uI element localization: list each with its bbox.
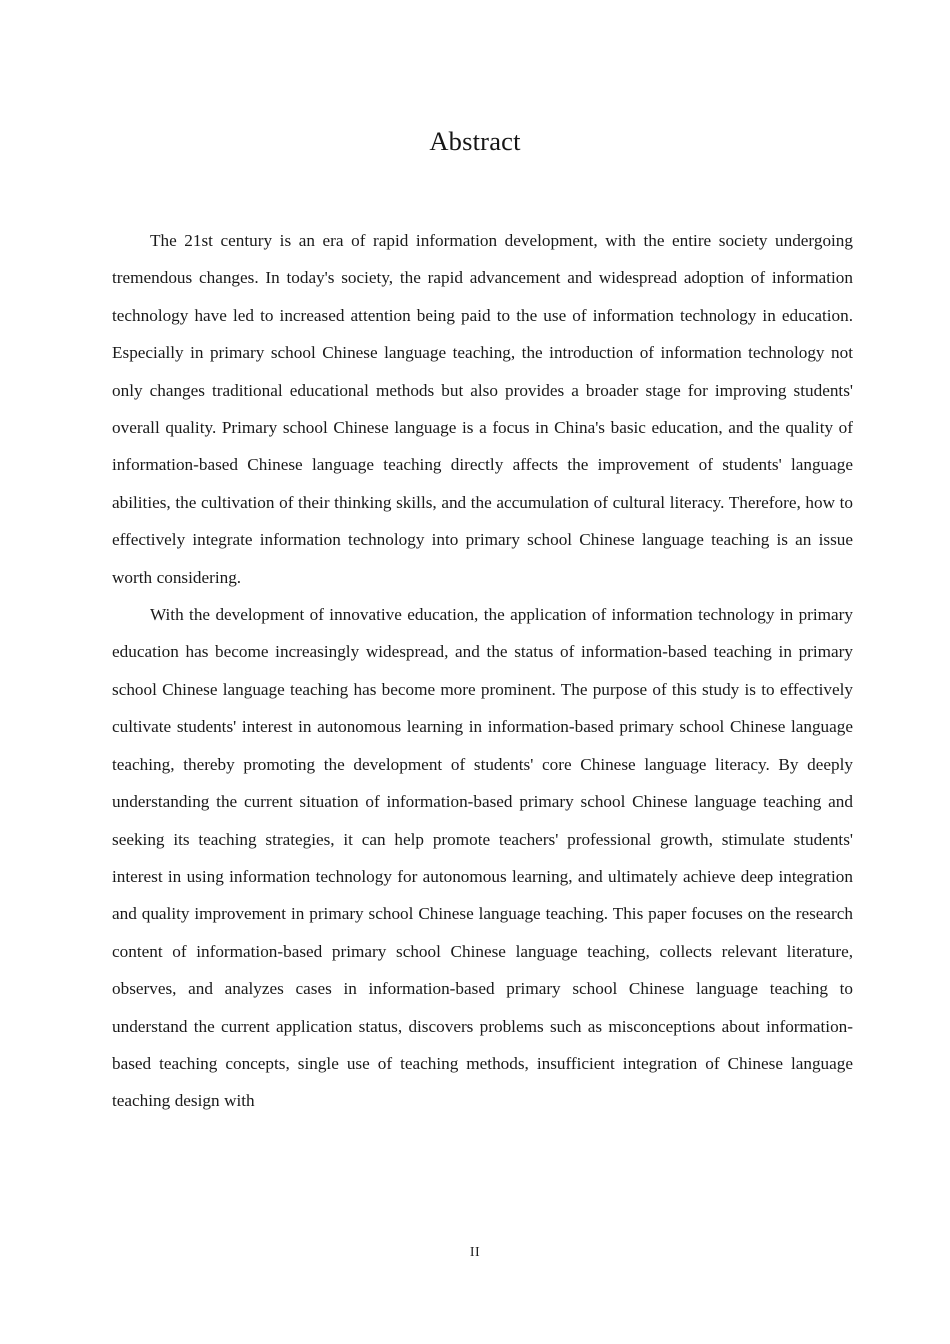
abstract-body xyxy=(112,222,853,1120)
abstract-paragraph-2: With the development of innovative education, the application of information technology in primary education has become increasingly widespread, and the status of information-based teaching in primary school Chinese language teaching has become more prominent. The purpose of this study is to effectively cultivate students' interest in autonomous learning in information-based primary school Chinese language teaching, thereby promoting the development of students' core Chinese language literacy. By deeply understanding the current situation of information-based primary school Chinese language teaching and seeking its teaching strategies, it can help promote teachers' professional growth, stimulate students' interest in using information technology for autonomous learning, and ultimately achieve deep integration and quality improvement in primary school Chinese language teaching. This paper focuses on the research content of information-based primary school Chinese language teaching, collects relevant literature, observes, and analyzes cases in information-based primary school Chinese language teaching to understand the current application status, discovers problems such as misconceptions about information-based teaching concepts, single use of teaching methods, insufficient integration of Chinese language teaching design with xyxy=(112,605,853,1111)
page-title: Abstract xyxy=(429,126,521,156)
page-number-footer: II xyxy=(469,1245,481,1260)
abstract-paragraph-1: The 21st century is an era of rapid information development, with the entire society undergoing tremendous changes. In today's society, the rapid advancement and widespread adoption of information technology have led to increased attention being paid to the use of information technology in education. Especially in primary school Chinese language teaching, the introduction of information technology not only changes traditional educational methods but also provides a broader stage for improving students' overall quality. Primary school Chinese language is a focus in China's basic education, and the quality of information-based Chinese language teaching directly affects the improvement of students' language abilities, the cultivation of their thinking skills, and the accumulation of cultural literacy. Therefore, how to effectively integrate information technology into primary school Chinese language teaching is an issue worth considering. xyxy=(112,231,853,587)
